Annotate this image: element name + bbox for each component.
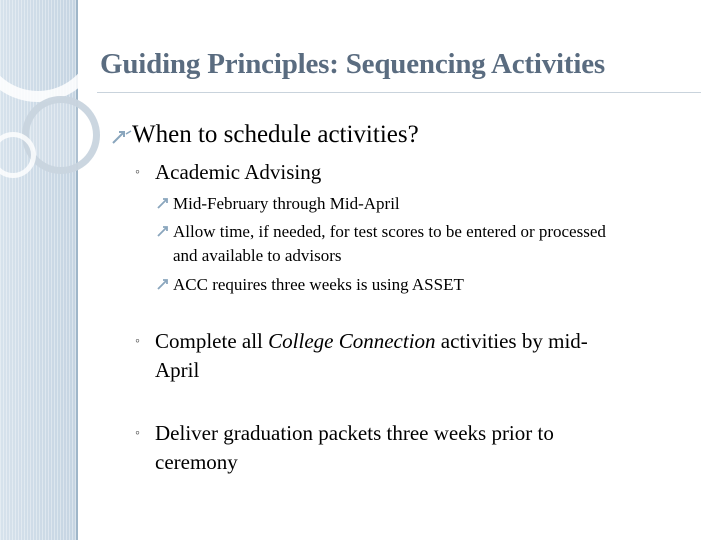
arrow-bullet-icon: [157, 197, 174, 209]
bullet-graduation-packets: Deliver graduation packets three weeks prior to: [155, 421, 554, 445]
bullet-college-connection-continued: April: [155, 358, 200, 382]
arrow-bullet-icon: [112, 130, 132, 144]
subbullet-mid-february: Mid-February through Mid-April: [173, 194, 400, 213]
bullet-graduation-packets-continued: ceremony: [155, 450, 238, 474]
slide-title: Guiding Principles: Sequencing Activities: [100, 48, 605, 80]
arrow-bullet-icon: [157, 278, 174, 290]
bullet-when-to-schedule: When to schedule activities?: [132, 121, 419, 148]
subbullet-allow-time: Allow time, if needed, for test scores to be entered or processed: [173, 222, 606, 241]
decorative-ring-large: [0, 0, 104, 102]
college-connection-italic: College Connection: [268, 329, 436, 353]
bullet-academic-advising: Academic Advising: [155, 160, 322, 184]
college-text-before: Complete all: [155, 329, 269, 353]
ring-bullet-icon: ◦: [135, 426, 140, 441]
college-text-after: activities by mid-: [435, 329, 588, 353]
subbullet-allow-time-continued: and available to advisors: [173, 246, 342, 265]
ring-bullet-icon: ◦: [135, 334, 140, 349]
subbullet-acc-asset: ACC requires three weeks is using ASSET: [173, 275, 464, 294]
ring-bullet-icon: ◦: [135, 165, 140, 180]
title-divider: [97, 92, 701, 93]
bullet-college-connection: [155, 327, 588, 356]
arrow-bullet-icon: [157, 225, 174, 237]
